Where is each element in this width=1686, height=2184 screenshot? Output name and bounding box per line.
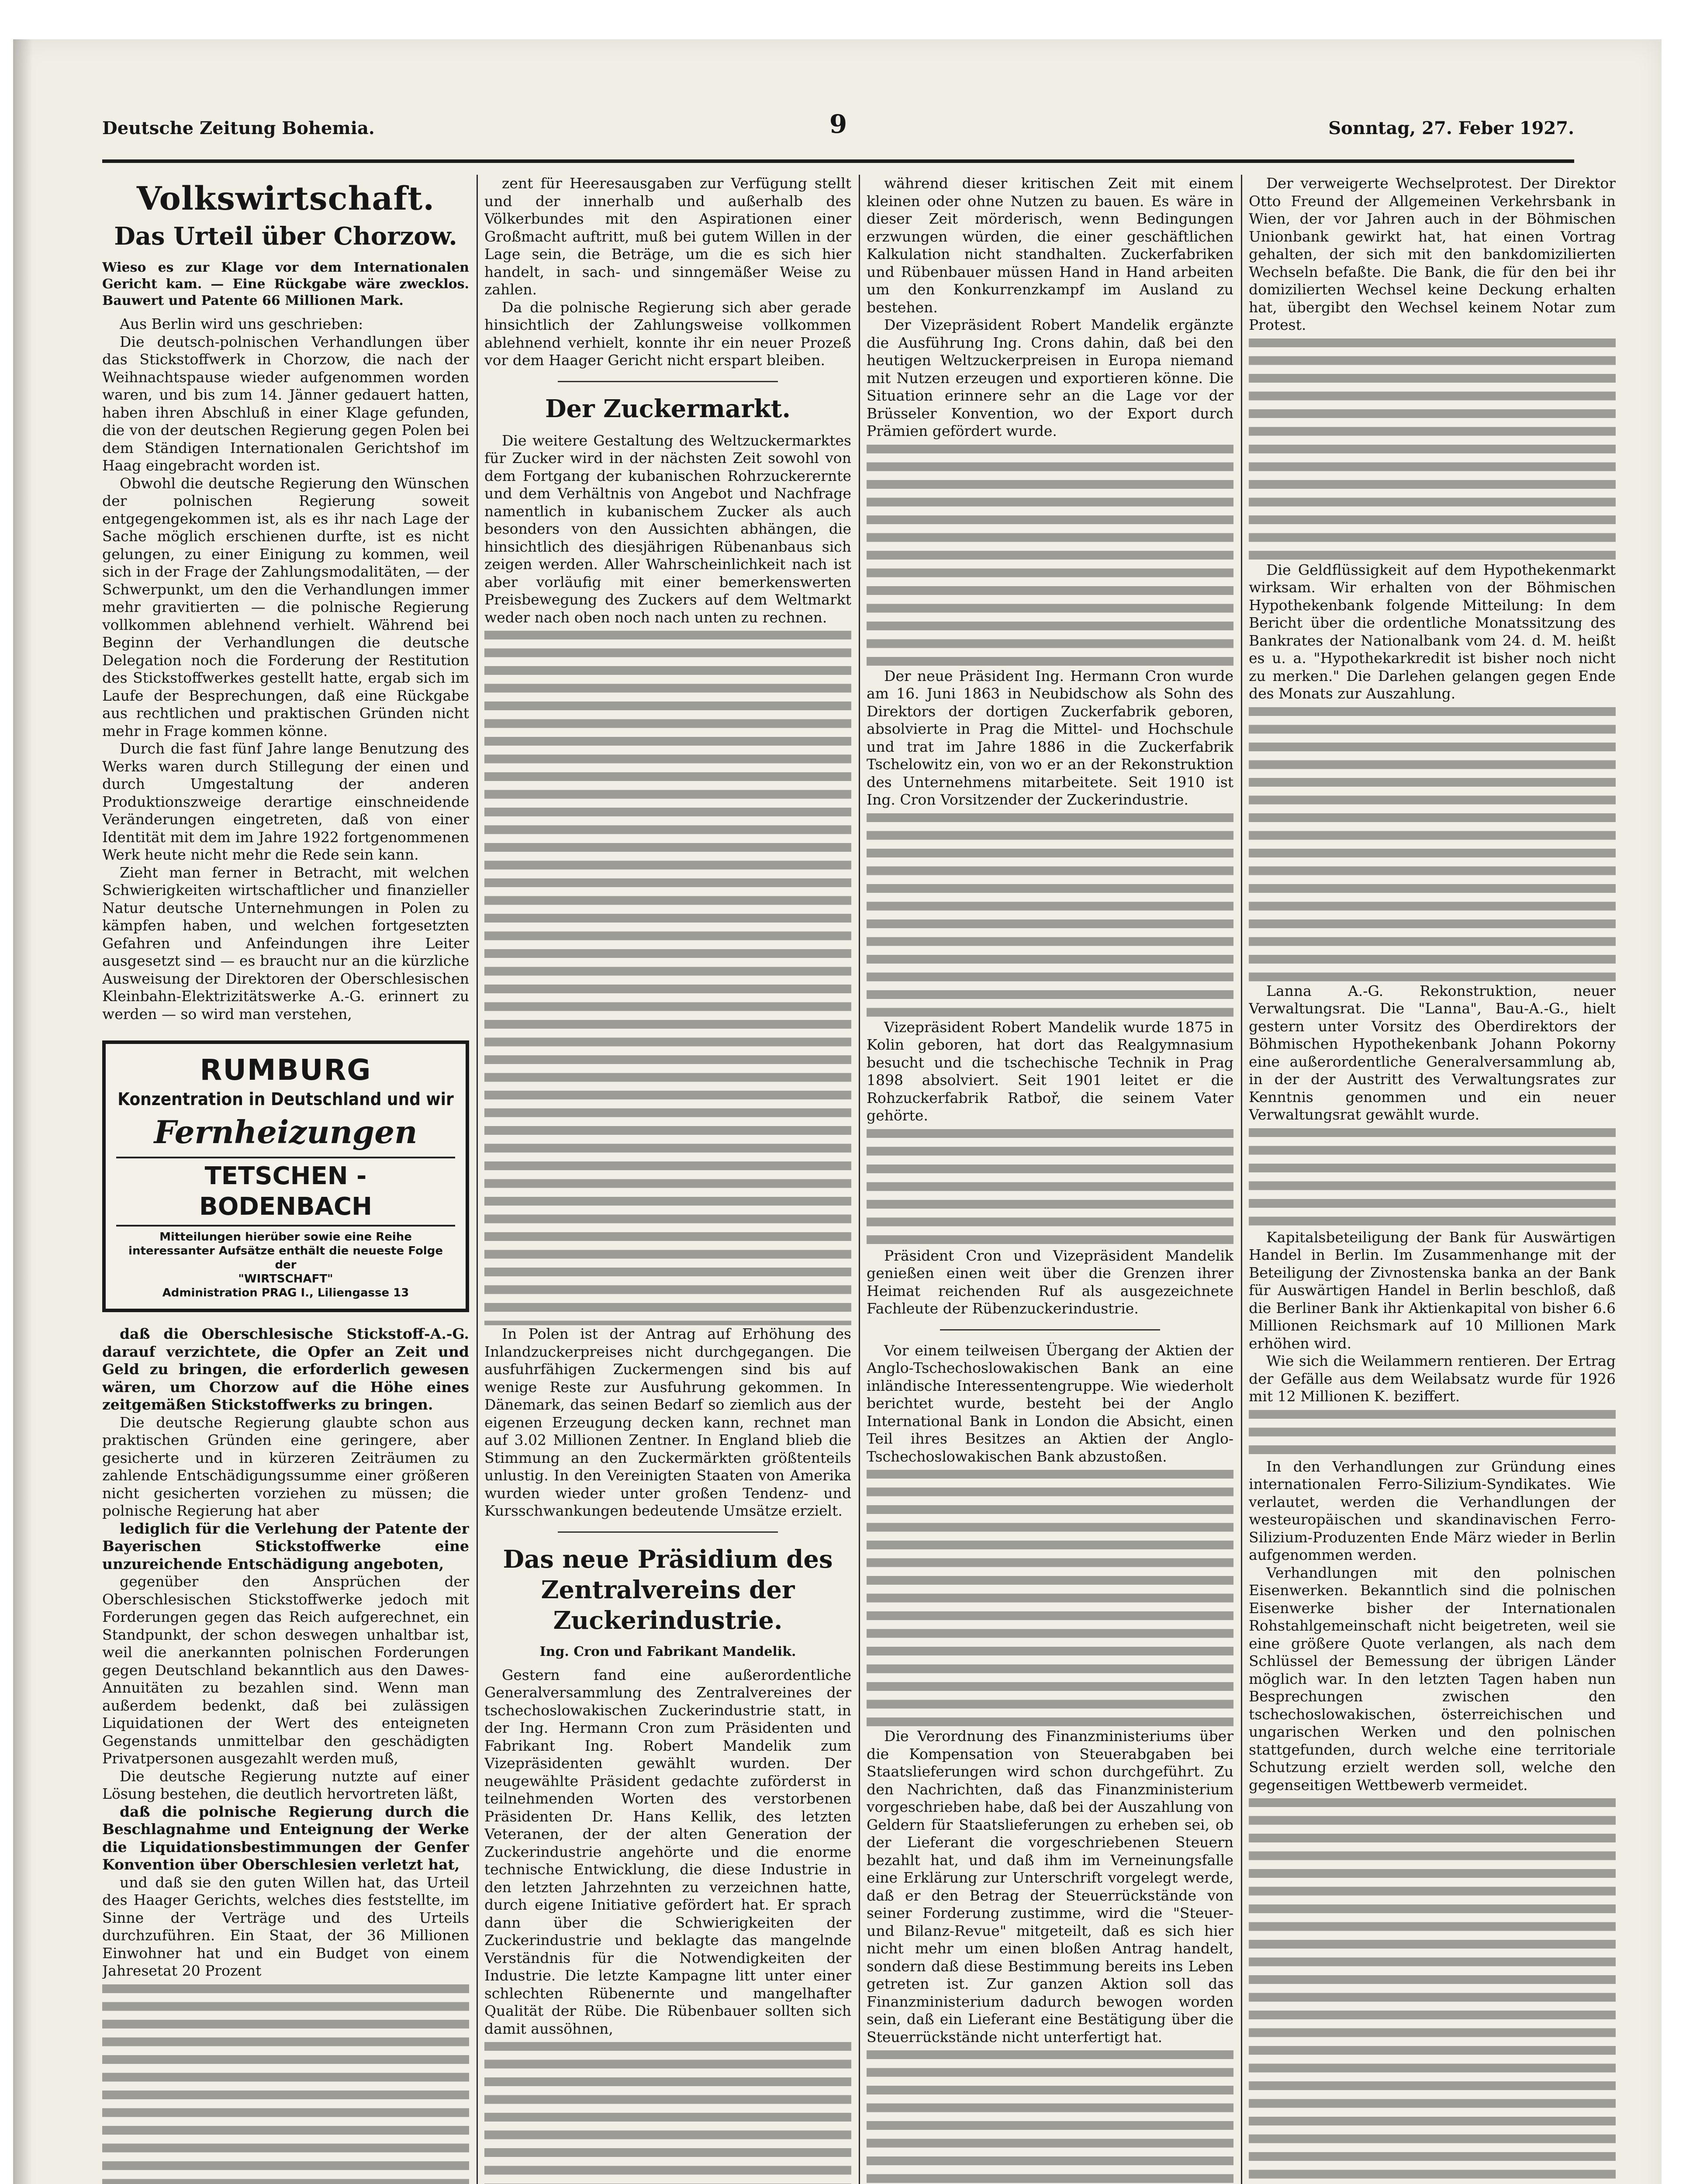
paragraph: Die Geldflüssigkeit auf dem Hypothekenmarkt wirksam. Wir erhalten von der Böhmischen Hypothekenbank folgende Mitteilung: In dem Bericht über die ordentliche Monatssitzung des Bankrates der Nationalbank vom 24. d. M. heißt es u. a. "Hypothekarkredit ist bisher noch nicht zu merken." Die Darlehen gelangen gegen Ende des Monats zur Auszahlung. xyxy=(1249,561,1616,702)
column-1 xyxy=(102,175,469,2184)
paragraph: daß die polnische Regierung durch die Beschlagnahme und Enteignung der Werke die Liquidationsbestimmungen der Genfer Konvention über Oberschlesien verletzt hat, xyxy=(102,1803,469,1873)
text-continuation xyxy=(867,1125,1233,1247)
section-title: Volkswirtschaft. xyxy=(136,180,435,218)
header-date: Sonntag, 27. Feber 1927. xyxy=(1328,118,1574,138)
page-edge-shadow xyxy=(15,39,32,2184)
ad-publication: "WIRTSCHAFT" xyxy=(238,1272,333,1286)
paragraph: Die Verordnung des Finanzministeriums über die Kompensation von Steuerabgaben bei Staatslieferungen wird schon durchgeführt. Zu den Nachrichten, daß das Finanzministerium vorgeschrieben habe, daß bei der Auszahlung von Geldern für Staatslieferungen zu erheben sei, ob der Lieferant die vorgeschriebenen Steuern bezahlt hat, und daß ihm im Verneinungsfalle eine Erklärung zur Unterschrift vorgelegt werde, daß er den Betrag der Steuerrückstände von seiner Forderung zustimme, wird die "Steuer- und Bilanz-Revue" mitgeteilt, daß es sich hier nicht mehr um einen bloßen Antrag handelt, sondern daß diese Bestimmung bereits ins Leben getreten ist. Zur ganzen Aktion soll das Finanzministerium dadurch bewogen worden sein, daß ein Lieferant eine Bestätigung über die Steuerrückstände nicht unterfertigt hat. xyxy=(867,1728,1233,2046)
separator xyxy=(940,1329,1160,1330)
text-continuation xyxy=(1249,1794,1616,2184)
paragraph: Lanna A.-G. Rekonstruktion, neuer Verwaltungsrat. Die "Lanna", Bau-A.-G., hielt gestern unter Vorsitz des Oberdirektors der Böhmischen Hypothekenbank Johann Pokorny eine außerordentliche Generalversammlung ab, in der der Austritt des Verwaltungsrates zur Kenntnis genommen und ein neuer Verwaltungsrat gewählt wurde. xyxy=(1249,982,1616,1123)
article-title: Der Zuckermarkt. xyxy=(545,394,791,423)
paragraph: während dieser kritischen Zeit mit einem kleinen oder ohne Nutzen zu bauen. Es wäre in dieser Zeit mörderisch, wenn Bedingungen erzwungen würden, die einer geschäftlichen Kalkulation nicht standhalten. Zuckerfabriken und Rübenbauer müssen Hand in Hand arbeiten um den Konkurrenzkampf im Ausland zu bestehen. xyxy=(867,175,1233,316)
ad-subtitle: Konzentration in Deutschland und wir xyxy=(117,1089,454,1109)
paragraph: Die weitere Gestaltung des Weltzuckermarktes für Zucker wird in der nächsten Zeit sowohl von dem Fortgang der kubanischen Rohrzuckerernte und dem Verhältnis von Angebot und Nachfrage namentlich in kubanischem Zucker als auch besonders von den Aussichten abhängen, die hinsichtlich des diesjährigen Rübenanbaus sich zeigen werden. Aller Wahrscheinlichkeit nach ist aber vorläufig mit einer bemerkenswerten Preisbewegung des Zuckers auf dem Weltmarkt weder nach oben noch nach unten zu rechnen. xyxy=(484,432,851,626)
paragraph: Vor einem teilweisen Übergang der Aktien der Anglo-Tschechoslowakischen Bank an eine inländische Interessentengruppe. Wie wiederholt berichtet wurde, besteht bei der Anglo International Bank in London die Absicht, einen Teil ihres Besitzes an Aktien der Anglo-Tschechoslowakischen Bank abzustoßen. xyxy=(867,1341,1233,1465)
paragraph: gegenüber den Ansprüchen der Oberschlesischen Stickstoffwerke jedoch mit Forderungen gegen das Reich aufgerechnet, ein Standpunkt, der schon deswegen unhaltbar ist, weil die anerkannten polnischen Forderungen gegen Deutschland bekanntlich aus den Dawes-Annuitäten zu bezahlen sind. Wenn man außerdem bedenkt, daß bei zulässigen Liquidationen der Wert des enteigneten Gegenstands unmittelbar den geschädigten Privatpersonen ausgezahlt werden muß, xyxy=(102,1573,469,1767)
ad-title: RUMBURG xyxy=(200,1053,372,1087)
text-continuation xyxy=(484,2038,851,2184)
paragraph: Die deutsch-polnischen Verhandlungen über das Stickstoffwerk in Chorzow, die nach der Weihnachtspause wieder aufgenommen worden waren, und bis zum 14. Jänner gedauert hatten, haben ihren Abschluß in einer Klage gefunden, die von der deutschen Regierung gegen Polen bei dem Ständigen Internationalen Gerichtshof im Haag eingebracht worden ist. xyxy=(102,333,469,474)
separator xyxy=(558,381,778,382)
text-continuation xyxy=(102,1980,469,2184)
paragraph: Obwohl die deutsche Regierung den Wünschen der polnischen Regierung soweit entgegengekommen ist, als es ihr nach Lage der Sache möglich erschienen durfte, ist es nicht gelungen, zu einer Einigung zu kommen, weil sich in der Frage der Zahlungsmodalitäten, — der Schwerpunkt, um den die Verhandlungen immer mehr gravitierten — die polnische Regierung vollkommen ablehnend verhielt. Während bei Beginn der Verhandlungen die deutsche Delegation noch die Forderung der Restitution des Stickstoffwerkes gestellt hatte, ergab sich im Laufe der Besprechungen, daß eine Rückgabe aus rechtlichen und praktischen Gründen nicht mehr in Frage kommen könne. xyxy=(102,474,469,740)
ad-address: Administration PRAG I., Liliengasse 13 xyxy=(162,1286,409,1299)
article-deck: Ing. Cron und Fabrikant Mandelik. xyxy=(539,1644,796,1659)
ad-note: Mitteilungen hierüber sowie eine Reihe interessanter Aufsätze enthält die neueste Folge der xyxy=(128,1230,443,1272)
column-3 xyxy=(867,175,1233,2184)
paragraph: Aus Berlin wird uns geschrieben: xyxy=(120,315,363,332)
paragraph: Verhandlungen mit den polnischen Eisenwerken. Bekanntlich sind die polnischen Eisenwerke bisher der Internationalen Rohstahlgemeinschaft nicht beigetreten, weil sie eine größere Quote verlangen, als nach dem Schlüssel der Bemessung der übrigen Länder möglich war. In den letzten Tagen haben nun Besprechungen zwischen den tschechoslowakischen, österreichischen und ungarischen Werken und den polnischen stattgefunden, durch welche eine territoriale Schutzung erzielt werden soll, welche den gegenseitigen Wettbewerb vermeidet. xyxy=(1249,1564,1616,1794)
paragraph: Wie sich die Weilammern rentieren. Der Ertrag der Gefälle aus dem Weilabsatz wurde für 1926 mit 12 Millionen K. beziffert. xyxy=(1249,1352,1616,1405)
text-continuation xyxy=(484,626,851,1325)
text-continuation xyxy=(867,809,1233,1019)
paragraph: Die deutsche Regierung glaubte schon aus praktischen Gründen eine geringere, aber gesicherte und in kürzeren Zeiträumen zu zahlende Entschädigungssumme einer größeren nicht gesicherten vorziehen zu müssen; die polnische Regierung hat aber xyxy=(102,1413,469,1519)
paragraph: Da die polnische Regierung sich aber gerade hinsichtlich der Zahlungsweise vollkommen ablehnend verhielt, konnte ihr ein neuer Prozeß vor dem Haager Gericht nicht erspart bleiben. xyxy=(484,298,851,369)
header-rule xyxy=(102,159,1574,163)
article-title: Das neue Präsidium des Zentralvereins der Zuckerindustrie. xyxy=(503,1545,833,1635)
paragraph: Die deutsche Regierung nutzte auf einer Lösung bestehen, die deutlich hervortreten läßt, xyxy=(102,1767,469,1802)
text-continuation xyxy=(1249,1406,1616,1458)
paragraph: In Polen ist der Antrag auf Erhöhung des Inlandzuckerpreises nicht durchgegangen. Die ausfuhrfähigen Zuckermengen sind bis auf wenige Reste zur Ausfuhrung gekommen. In Dänemark, das seinen Bedarf so ziemlich aus der eigenen Erzeugung decken kann, rechnet man auf 3.02 Millionen Zentner. In England blieb die Stimmung an den Zuckermärkten größtenteils unlustig. In den Vereinigten Staaten von Amerika wurden wieder unter großen Tendenz- und Kursschwankungen bedeutende Umsätze erzielt. xyxy=(484,1325,851,1519)
text-continuation xyxy=(1249,703,1616,982)
paragraph: lediglich für die Verlehung der Patente der Bayerischen Stickstoffwerke eine unzureichende Entschädigung angeboten, xyxy=(102,1520,469,1572)
paragraph: Kapitalsbeteiligung der Bank für Auswärtigen Handel in Berlin. Im Zusammenhange mit der Beteiligung der Zivnostenska banka an der Bank für Auswärtigen Handel in Berlin beschloß, daß die Berliner Bank ihr Aktienkapital von bisher 6.6 Millionen Reichsmark auf 10 Millionen Mark erhöhen wird. xyxy=(1249,1228,1616,1352)
paragraph: Gestern fand eine außerordentliche Generalversammlung des Zentralvereines der tschechoslowakischen Zuckerindustrie statt, in der Ing. Hermann Cron zum Präsidenten und Fabrikant Ing. Robert Mandelik zum Vizepräsidenten gewählt wurden. Der neugewählte Präsident gedachte zuförderst in teilnehmenden Worten des verstorbenen Präsidenten Dr. Hans Kellik, des letzten Veteranen, der der alten Generation der Zuckerindustrie angehörte und die enorme technische Entwicklung, die diese Industrie in den letzten Jahrzehnten zu verzeichnen hatte, durch eigene Initiative gefördert hat. Er sprach dann über die Schwierigkeiten der Zuckerindustrie und beklagte das mangelnde Verständnis für die Notwendigkeiten der Industrie. Die letzte Kampagne litt unter einer schlechten Rübenernte und mangelhafter Qualität der Rübe. Die Rübenbauer sollten sich damit aussöhnen, xyxy=(484,1666,851,2037)
header-page-number: 9 xyxy=(829,109,847,139)
text-continuation xyxy=(1249,334,1616,561)
column-rule xyxy=(859,175,860,2184)
paragraph: Zieht man ferner in Betracht, mit welchen Schwierigkeiten wirtschaftlicher und finanzieller Natur deutsche Unternehmungen in Polen zu kämpfen haben, und welchen fortgesetzten Gefahren und Anfeindungen ihre Leiter ausgesetzt sind — es braucht nur an die kürzliche Ausweisung der Direktoren der Oberschlesischen Kleinbahn-Elektrizitätswerke A.-G. erinnert zu werden — so wird man verstehen, xyxy=(102,864,469,1023)
paragraph: zent für Heeresausgaben zur Verfügung stellt und der innerhalb und außerhalb des Völkerbundes mit den Aspirationen einer Großmacht auftritt, muß bei gutem Willen in der Lage sein, die Beträge, um die es sich hier handelt, in sach- und sinngemäßer Weise zu zahlen. xyxy=(484,175,851,298)
running-header xyxy=(102,100,1574,157)
paragraph: Vizepräsident Robert Mandelik wurde 1875 in Kolin geboren, hat dort das Realgymnasium besucht und die tschechische Technik in Prag 1898 absolviert. Seit 1901 leitet er die Rohzuckerfabrik Ratboř, die seinem Vater gehörte. xyxy=(867,1018,1233,1124)
paragraph: In den Verhandlungen zur Gründung eines internationalen Ferro-Silizium-Syndikates. Wie verlautet, werden die Verhandlungen der westeuropäischen und skandinavischen Ferro-Silizium-Produzenten Ende März wieder in Berlin aufgenommen werden. xyxy=(1249,1458,1616,1563)
column-rule xyxy=(477,175,478,2184)
ad-headline: Fernheizungen xyxy=(154,1113,418,1151)
paragraph: Durch die fast fünf Jahre lange Benutzung des Werks waren durch Stillegung der einen und durch Umgestaltung der anderen Produktionszweige derartige einschneidende Veränderungen eingetreten, daß von einer Identität mit dem im Jahre 1922 fortgenommenen Werk heute nicht mehr die Rede sein kann. xyxy=(102,740,469,863)
article-title: Das Urteil über Chorzow. xyxy=(114,222,457,251)
newspaper-page xyxy=(13,39,1662,2184)
text-continuation xyxy=(1249,1124,1616,1229)
text-continuation xyxy=(867,440,1233,667)
paragraph: daß die Oberschlesische Stickstoff-A.-G. darauf verzichtete, die Opfer an Zeit und Geld zu bringen, die erforderlich gewesen wären, um Chorzow auf die Höhe eines zeitgemäßen Stickstoffwerks zu bringen. xyxy=(102,1325,469,1413)
paragraph: und daß sie den guten Willen hat, das Urteil des Haager Gerichts, welches dies feststellte, im Sinne der Verträge und des Urteils durchzuführen. Ein Staat, der 36 Millionen Einwohner hat und ein Budget von einem Jahresetat 20 Prozent xyxy=(102,1873,469,1979)
advertisement-box xyxy=(102,1040,469,1312)
paragraph: Der neue Präsident Ing. Hermann Cron wurde am 16. Juni 1863 in Neubidschow als Sohn des Direktors der dortigen Zuckerfabrik geboren, absolvierte in Prag die Mittel- und Hochschule und trat im Jahre 1886 in die Zuckerfabrik Tschelowitz ein, von wo er an der Rekonstruktion des Unternehmens mitarbeitete. Seit 1910 ist Ing. Cron Vorsitzender der Zuckerindustrie. xyxy=(867,667,1233,808)
column-4 xyxy=(1249,175,1616,2184)
text-continuation xyxy=(867,2046,1233,2184)
paragraph: Der Vizepräsident Robert Mandelik ergänzte die Ausführung Ing. Crons dahin, daß bei den heutigen Weltzuckerpreisen in Europa niemand mit Nutzen erzeugen und exportieren könne. Die Situation erinnere sehr an die Lage vor der Brüsseler Konvention, wo der Export durch Prämien gefördert wurde. xyxy=(867,316,1233,439)
paragraph: Der verweigerte Wechselprotest. Der Direktor Otto Freund der Allgemeinen Verkehrsbank in Wien, der vor Jahren auch in der Böhmischen Unionbank gewirkt hat, hat einen Vortrag gehalten, der sich mit den bankdomizilierten Wechseln befaßte. Die Bank, die für den bei ihr domizilierten Wechsel keine Deckung erhalten hat, übergibt den Wechsel keinem Notar zum Protest. xyxy=(1249,175,1616,333)
paragraph: Präsident Cron und Vizepräsident Mandelik genießen einen weit über die Grenzen ihrer Heimat reichenden Ruf als ausgezeichnete Fachleute der Rübenzuckerindustrie. xyxy=(867,1247,1233,1317)
article-deck: Wieso es zur Klage vor dem Internationalen Gericht kam. — Eine Rückgabe wäre zwecklos. Bauwert und Patente 66 Millionen Mark. xyxy=(102,260,469,308)
separator xyxy=(558,1531,778,1533)
column-2 xyxy=(484,175,851,2184)
column-rule xyxy=(1241,175,1242,2184)
text-continuation xyxy=(867,1465,1233,1728)
ad-city: TETSCHEN - BODENBACH xyxy=(116,1157,455,1227)
header-paper-name: Deutsche Zeitung Bohemia. xyxy=(102,118,375,138)
